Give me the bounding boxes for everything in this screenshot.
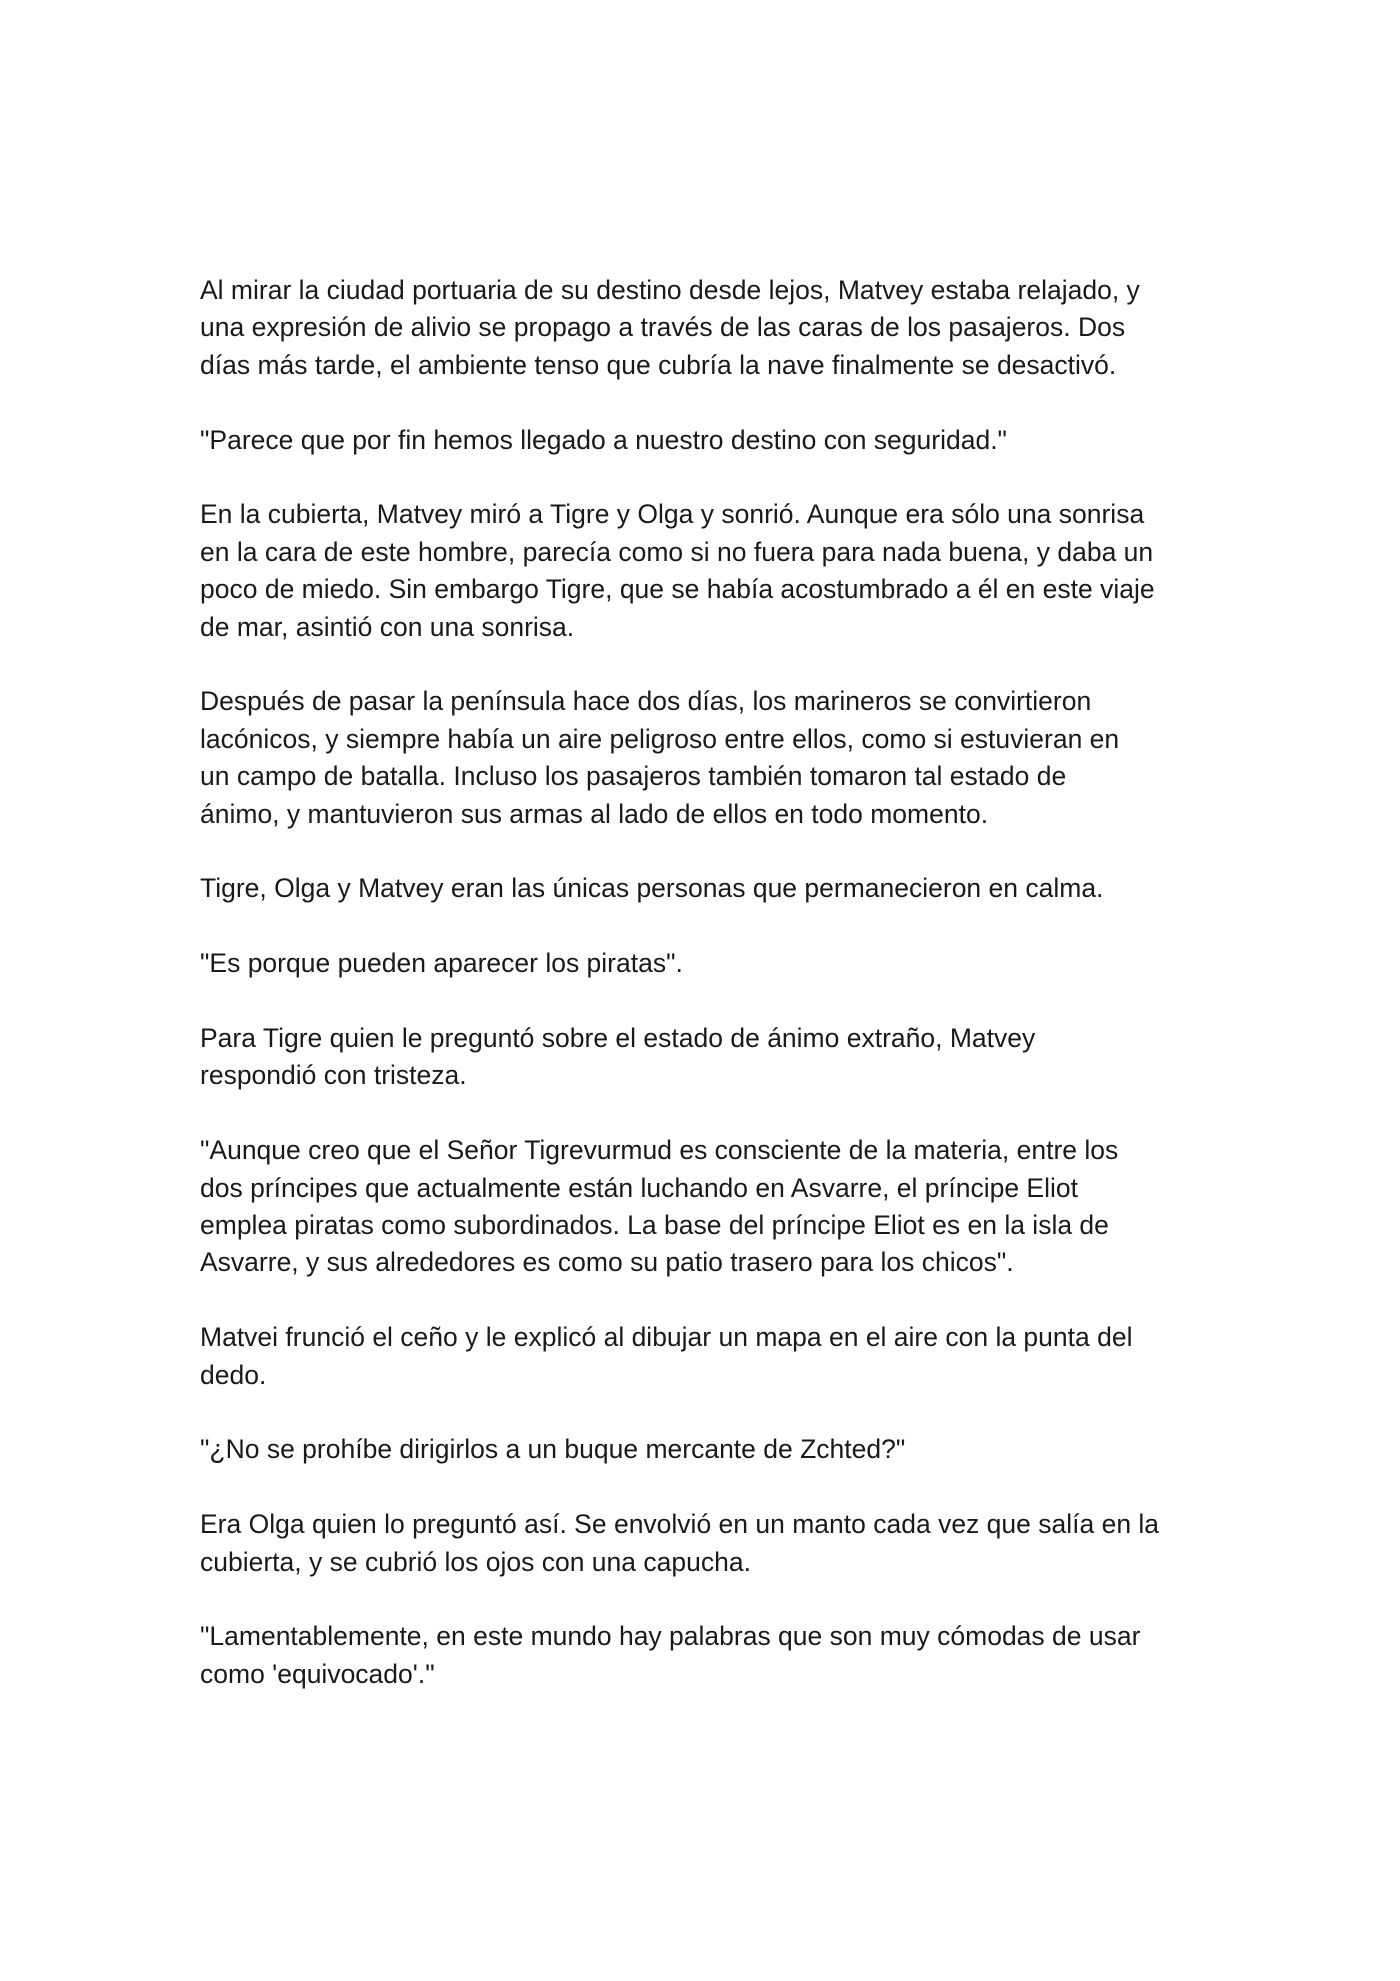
paragraph bbox=[200, 1431, 1200, 1468]
paragraph bbox=[200, 496, 1200, 646]
text-line: un campo de batalla. Incluso los pasajeros también tomaron tal estado de bbox=[200, 761, 1067, 792]
text-line: ánimo, y mantuvieron sus armas al lado de ellos en todo momento. bbox=[200, 798, 989, 829]
paragraph bbox=[200, 422, 1200, 459]
text-line: "Aunque creo que el Señor Tigrevurmud es consciente de la materia, entre los bbox=[200, 1135, 1119, 1166]
paragraph bbox=[200, 272, 1200, 384]
paragraph bbox=[200, 1132, 1200, 1282]
text-line: dos príncipes que actualmente están luchando en Asvarre, el príncipe Eliot bbox=[200, 1172, 1078, 1203]
paragraph bbox=[200, 1506, 1200, 1581]
text-line: lacónicos, y siempre había un aire peligroso entre ellos, como si estuvieran en bbox=[200, 723, 1120, 754]
text-line: Al mirar la ciudad portuaria de su destino desde lejos, Matvey estaba relajado, y bbox=[200, 275, 1140, 305]
text-line: En la cubierta, Matvey miró a Tigre y Olga y sonrió. Aunque era sólo una sonrisa bbox=[200, 499, 1145, 530]
paragraph bbox=[200, 1319, 1200, 1394]
text-line: Matvei frunció el ceño y le explicó al dibujar un mapa en el aire con la punta del bbox=[200, 1322, 1133, 1353]
paragraph bbox=[200, 945, 1200, 982]
document-body bbox=[200, 272, 1200, 1693]
text-line: como 'equivocado'." bbox=[200, 1658, 435, 1689]
text-line: "Parece que por fin hemos llegado a nuestro destino con seguridad." bbox=[200, 424, 1007, 455]
text-line: una expresión de alivio se propago a través de las caras de los pasajeros. Dos bbox=[200, 312, 1126, 343]
text-line: poco de miedo. Sin embargo Tigre, que se había acostumbrado a él en este viaje bbox=[200, 574, 1155, 605]
text-line: emplea piratas como subordinados. La base del príncipe Eliot es en la isla de bbox=[200, 1210, 1109, 1241]
text-line: Era Olga quien lo preguntó así. Se envolvió en un manto cada vez que salía en la bbox=[200, 1509, 1160, 1540]
text-line: "¿No se prohíbe dirigirlos a un buque mercante de Zchted?" bbox=[200, 1434, 906, 1465]
text-line: respondió con tristeza. bbox=[200, 1060, 467, 1091]
text-line: "Lamentablemente, en este mundo hay palabras que son muy cómodas de usar bbox=[200, 1621, 1141, 1652]
text-line: Después de pasar la península hace dos días, los marineros se convirtieron bbox=[200, 686, 1092, 717]
text-line: Para Tigre quien le preguntó sobre el estado de ánimo extraño, Matvey bbox=[200, 1023, 1036, 1054]
text-line: días más tarde, el ambiente tenso que cubría la nave finalmente se desactivó. bbox=[200, 349, 1117, 380]
paragraph bbox=[200, 1020, 1200, 1095]
paragraph bbox=[200, 870, 1200, 907]
text-line: cubierta, y se cubrió los ojos con una capucha. bbox=[200, 1546, 751, 1577]
text-line: "Es porque pueden aparecer los piratas". bbox=[200, 948, 683, 979]
paragraph bbox=[200, 1618, 1200, 1693]
text-line: dedo. bbox=[200, 1359, 267, 1390]
text-line: de mar, asintió con una sonrisa. bbox=[200, 611, 575, 642]
paragraph bbox=[200, 683, 1200, 833]
text-line: en la cara de este hombre, parecía como si no fuera para nada buena, y daba un bbox=[200, 536, 1154, 567]
text-line: Tigre, Olga y Matvey eran las únicas personas que permanecieron en calma. bbox=[200, 873, 1104, 904]
text-line: Asvarre, y sus alrededores es como su patio trasero para los chicos". bbox=[200, 1247, 1014, 1278]
